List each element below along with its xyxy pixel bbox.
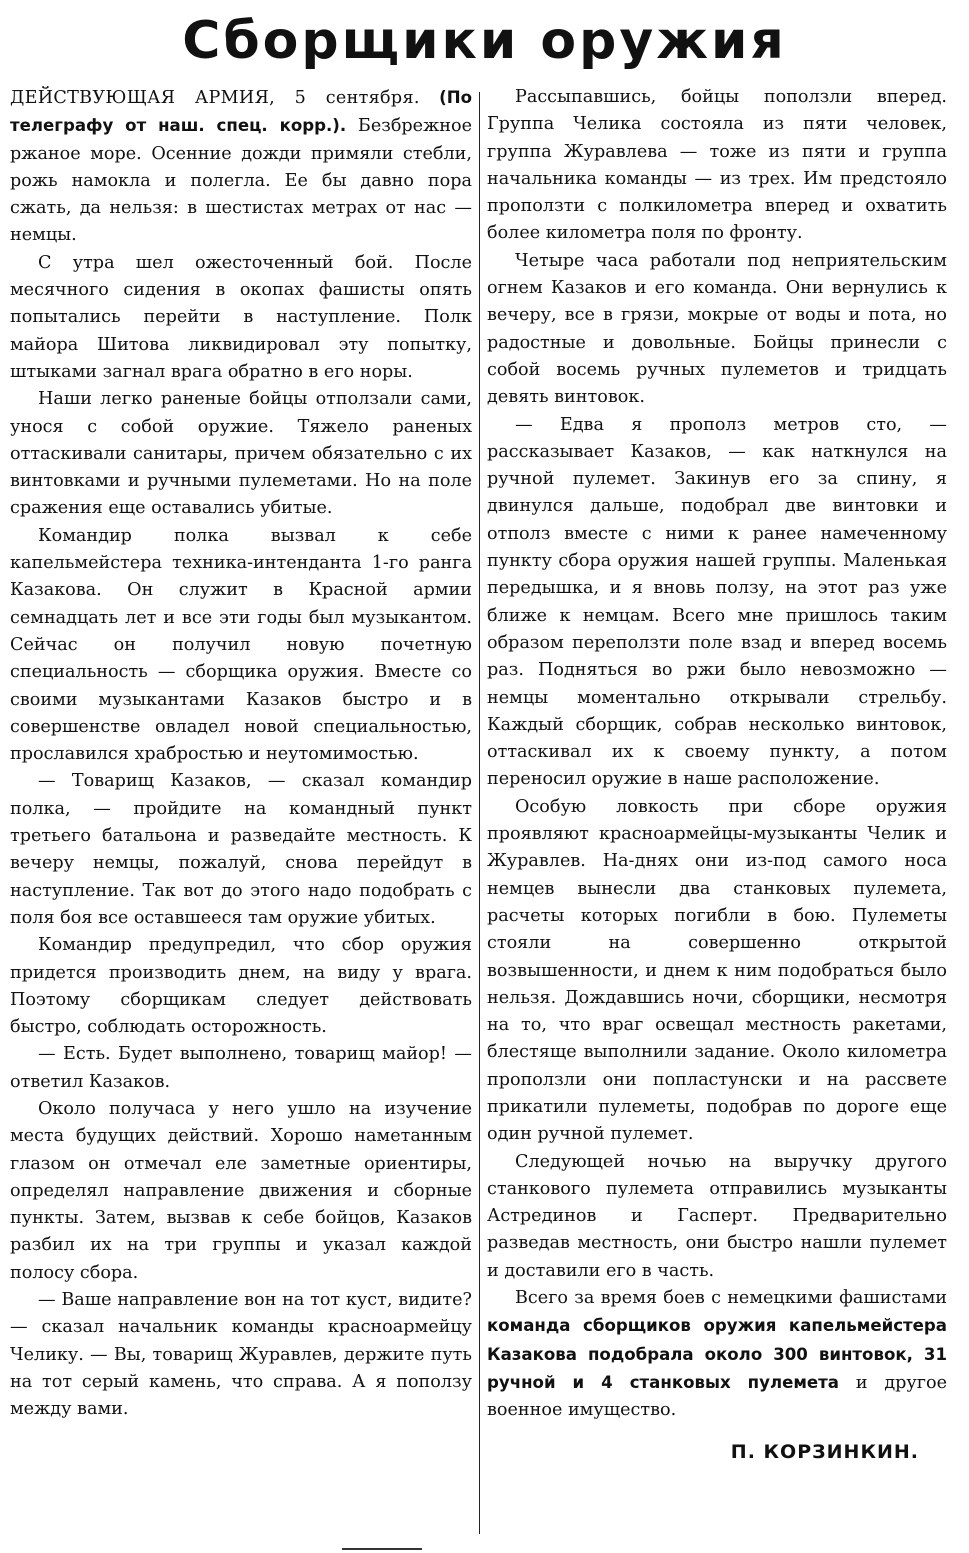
bottom-rule xyxy=(342,1548,422,1550)
article-paragraph: — Есть. Будет выполнено, товарищ майор! — ответил Казаков. xyxy=(10,1044,472,1092)
dateline: ДЕЙСТВУЮЩАЯ АРМИЯ, 5 сентября. xyxy=(10,88,420,108)
paragraph-text: Всего за время боев с немецкими фашистами xyxy=(515,1288,947,1309)
column-divider xyxy=(479,92,480,1534)
article-paragraph xyxy=(487,1285,947,1424)
author-signature: П. КОРЗИНКИН. xyxy=(730,1440,919,1463)
article-paragraph: Командир предупредил, что сбор оружия придется производить днем, на виду у врага. Поэтому сборщикам следует действовать быстро, соблюдать осторожность. xyxy=(10,935,472,1038)
article-paragraph: — Товарищ Казаков, — сказал командир полка, — пройдите на командный пункт третьего батальона и разведайте местность. К вечеру немцы, пожалуй, снова перейдут в наступление. Так вот до этого надо подобрать с поля боя все оставшееся там оружие убитых. xyxy=(10,771,472,928)
source-note: (По телеграфу от наш. спец. корр.). xyxy=(10,88,472,136)
headline: Сборщики оружия xyxy=(182,11,787,71)
article-paragraph: — Едва я прополз метров сто, — рассказывает Казаков, — как наткнулся на ручной пулемет. Закинув его за спину, я двинулся дальше, подобрал две винтовки и отполз вместе с ними к ранее намеченному пункту сбора оружия нашей группы. Маленькая передышка, и я вновь ползу, на этот раз уже ближе к немцам. Всего мне пришлось таким образом переползти поле взад и вперед восемь раз. Подняться во ржи было невозможно — немцы моментально открывали стрельбу. Каждый сборщик, собрав несколько винтовок, оттаскивал их к своему пункту, а потом переносил оружие в наше расположение. xyxy=(487,414,947,790)
article-column-left xyxy=(10,84,472,1534)
article-paragraph: Четыре часа работали под неприятельским огнем Казаков и его команда. Они вернулись к вечеру, все в грязи, мокрые от воды и пота, но радостные и довольные. Бойцы принесли с собой восемь ручных пулеметов и тридцать девять винтовок. xyxy=(487,250,947,408)
article-paragraph: Рассыпавшись, бойцы поползли вперед. Группа Челика состояла из пяти человек, группа Журавлева — тоже из пяти и группа начальника команды — из трех. Им предстояло проползти с полкилометра вперед и охватить более километра поля по фронту. xyxy=(487,87,947,244)
article-paragraph: Командир полка вызвал к себе капельмейстера техника-интенданта 1-го ранга Казакова. Он служит в Красной армии семнадцать лет и все эти годы был музыкантом. Сейчас он получил новую почетную специальность — сборщика оружия. Вместе со своими музыкантами Казаков быстро и в совершенстве овладел новой специальностью, прославился храбростью и неутомимостью. xyxy=(10,525,472,765)
highlighted-summary: команда сборщиков оружия капельмейстера Казакова подобрала около 300 винтовок, 31 ручной и 4 станковых пулемета xyxy=(487,1316,947,1392)
article-paragraph: Около получаса у него ушло на изучение места будущих действий. Хорошо наметанным глазом он отмечал еле заметные ориентиры, определял направление движения и сборные пункты. Затем, вызвав к себе бойцов, Казаков разбил их на три группы и указал каждой полосу сбора. xyxy=(10,1098,472,1283)
article-paragraph: — Ваше направление вон на тот куст, видите? — сказал начальник команды красноармейцу Челику. — Вы, товарищ Журавлев, держите путь на тот серый камень, что справа. А я поползу между вами. xyxy=(10,1290,472,1420)
article-paragraph: Следующей ночью на выручку другого станкового пулемета отправились музыканты Астрединов и Гасперт. Предварительно разведав местность, они быстро нашли пулемет и доставили его в часть. xyxy=(487,1151,947,1281)
article-paragraph: Наши легко раненые бойцы отползали сами, унося с собой оружие. Тяжело раненых оттаскивали санитары, причем обязательно с их винтовками и ручными пулеметами. Но на поле сражения еще оставались убитые. xyxy=(10,389,472,519)
article-paragraph: Особую ловкость при сборе оружия проявляют красноармейцы-музыканты Челик и Журавлев. На-днях они из-под самого носа немцев вынесли два станковых пулемета, расчеты которых погибли в бою. Пулеметы стояли на совершенно открытой возвышенности, и днем к ним подобраться было нельзя. Дождавшись ночи, сборщики, несмотря на то, что враг освещал местность ракетами, блестяще выполнили задание. Около километра проползли они попластунски и на рассвете прикатили пулеметы, подобрав по дороге еще один ручной пулемет. xyxy=(487,796,947,1145)
article-paragraph: С утра шел ожесточенный бой. После месячного сидения в окопах фашисты опять попытались перейти в наступление. Полк майора Шитова ликвидировал эту попытку, штыками загнал врага обратно в его норы. xyxy=(10,252,472,382)
article-paragraph xyxy=(10,84,472,250)
paragraph-text: Безбрежное ржаное море. Осенние дожди примяли стебли, рожь намокла и полегла. Ее бы давно пора сжать, да нельзя: в шестистах метрах от нас — немцы. xyxy=(10,116,472,246)
article-column-right xyxy=(487,84,947,1534)
paragraph-text: и другое военное имущество. xyxy=(487,1372,947,1421)
